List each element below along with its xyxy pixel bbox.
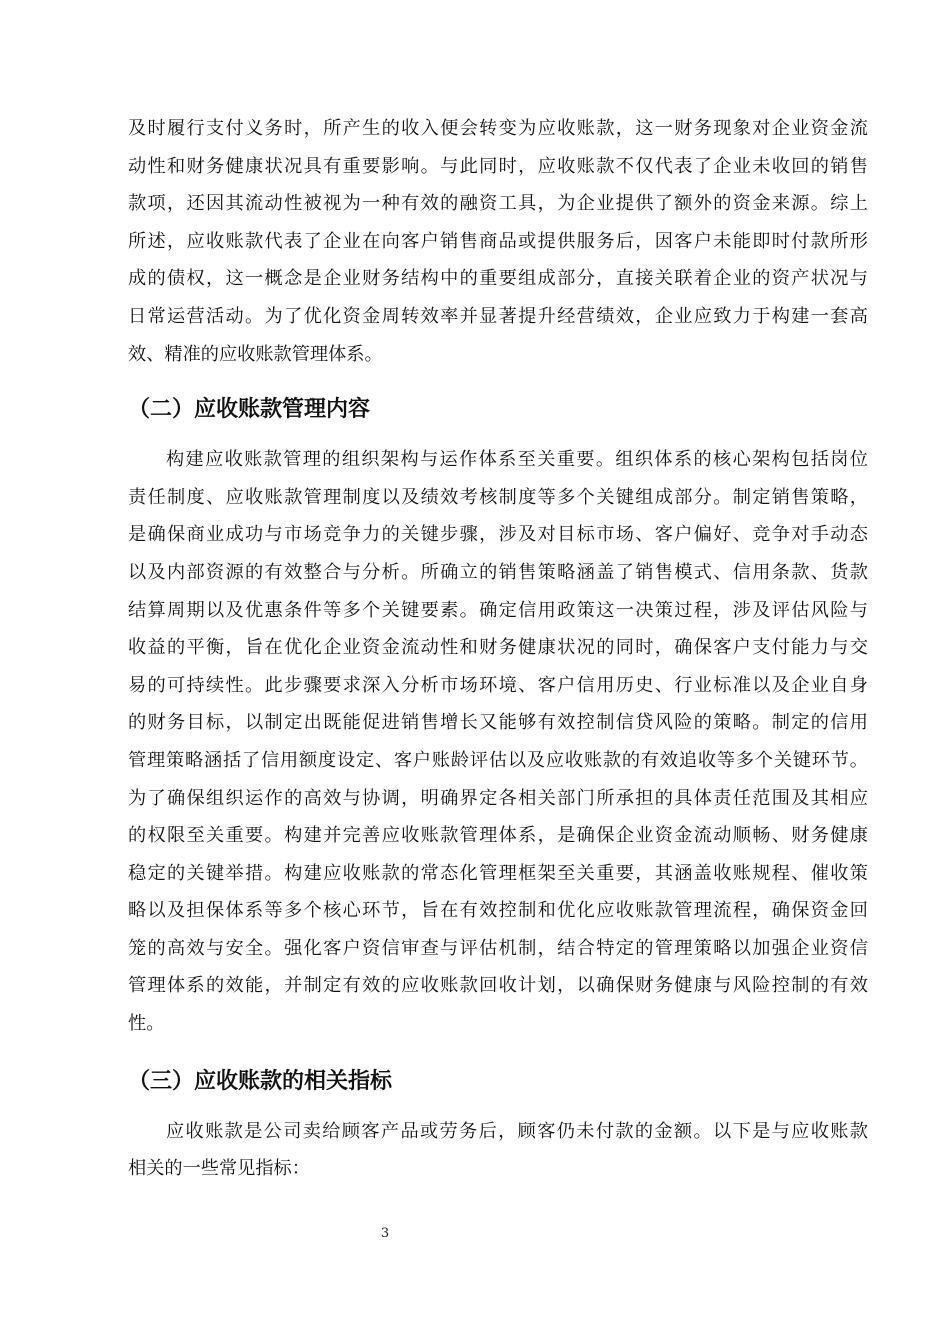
paragraph-line: 责任制度、应收账款管理制度以及绩效考核制度等多个关键组成部分。制定销售策略， — [128, 486, 868, 508]
paragraph-line: 笼的高效与安全。强化客户资信审查与评估机制，结合特定的管理策略以加强企业资信 — [128, 937, 868, 959]
paragraph-line: 收益的平衡，旨在优化企业资金流动性和财务健康状况的同时，确保客户支付能力与交 — [128, 637, 868, 659]
paragraph-line: 及时履行支付义务时，所产生的收入便会转变为应收账款，这一财务现象对企业资金流 — [128, 118, 868, 139]
paragraph-line: 管理体系的效能，并制定有效的应收账款回收计划，以确保财务健康与风险控制的有效 — [128, 975, 868, 997]
paragraph-line: 效、精准的应收账款管理体系。 — [128, 343, 383, 365]
paragraph-management-content — [128, 441, 868, 1043]
paragraph-intro-continued — [128, 110, 868, 373]
section-heading-related-indicators: （三）应收账款的相关指标 — [128, 1068, 393, 1094]
paragraph-line: 稳定的关键举措。构建应收账款的常态化管理框架至关重要，其涵盖收账规程、催收策 — [128, 862, 868, 884]
paragraph-line: 为了确保组织运作的高效与协调，明确界定各相关部门所承担的具体责任范围及其相应 — [128, 787, 868, 809]
paragraph-line: 略以及担保体系等多个核心环节，旨在有效控制和优化应收账款管理流程，确保资金回 — [128, 900, 868, 922]
paragraph-line: 所述，应收账款代表了企业在向客户销售商品或提供服务后，因客户未能即时付款所形 — [128, 230, 868, 252]
paragraph-line: 易的可持续性。此步骤要求深入分析市场环境、客户信用历史、行业标准以及企业自身 — [128, 674, 868, 696]
page-number: 3 — [380, 1226, 390, 1241]
paragraph-line: 是确保商业成功与市场竞争力的关键步骤，涉及对目标市场、客户偏好、竞争对手动态 — [128, 524, 868, 546]
paragraph-line: 构建应收账款管理的组织架构与运作体系至关重要。组织体系的核心架构包括岗位 — [166, 449, 868, 471]
section-heading-wrapper — [128, 395, 868, 425]
paragraph-line: 结算周期以及优惠条件等多个关键要素。确定信用政策这一决策过程，涉及评估风险与 — [128, 599, 868, 621]
paragraph-line: 日常运营活动。为了优化资金周转效率并显著提升经营绩效，企业应致力于构建一套高 — [128, 305, 868, 327]
section-heading-wrapper — [128, 1067, 868, 1097]
paragraph-line: 动性和财务健康状况具有重要影响。与此同时，应收账款不仅代表了企业未收回的销售 — [128, 155, 868, 177]
paragraph-related-indicators — [128, 1113, 868, 1188]
paragraph-line: 成的债权，这一概念是企业财务结构中的重要组成部分，直接关联着企业的资产状况与 — [128, 268, 868, 290]
paragraph-line: 管理策略涵括了信用额度设定、客户账龄评估以及应收账款的有效追收等多个关键环节。 — [128, 749, 868, 771]
section-heading-management-content: （二）应收账款管理内容 — [128, 397, 371, 423]
paragraph-line: 的财务目标，以制定出既能促进销售增长又能够有效控制信贷风险的策略。制定的信用 — [128, 712, 868, 734]
paragraph-line: 款项，还因其流动性被视为一种有效的融资工具，为企业提供了额外的资金来源。综上 — [128, 193, 868, 215]
paragraph-line: 性。 — [128, 1013, 165, 1035]
paragraph-line: 应收账款是公司卖给顾客产品或劳务后，顾客仍未付款的金额。以下是与应收账款 — [166, 1120, 868, 1142]
paragraph-line: 以及内部资源的有效整合与分析。所确立的销售策略涵盖了销售模式、信用条款、货款 — [128, 561, 868, 583]
paragraph-line: 相关的一些常见指标： — [128, 1158, 310, 1180]
page-content — [128, 110, 868, 1188]
paragraph-line: 的权限至关重要。构建并完善应收账款管理体系，是确保企业资金流动顺畅、财务健康 — [128, 825, 868, 847]
